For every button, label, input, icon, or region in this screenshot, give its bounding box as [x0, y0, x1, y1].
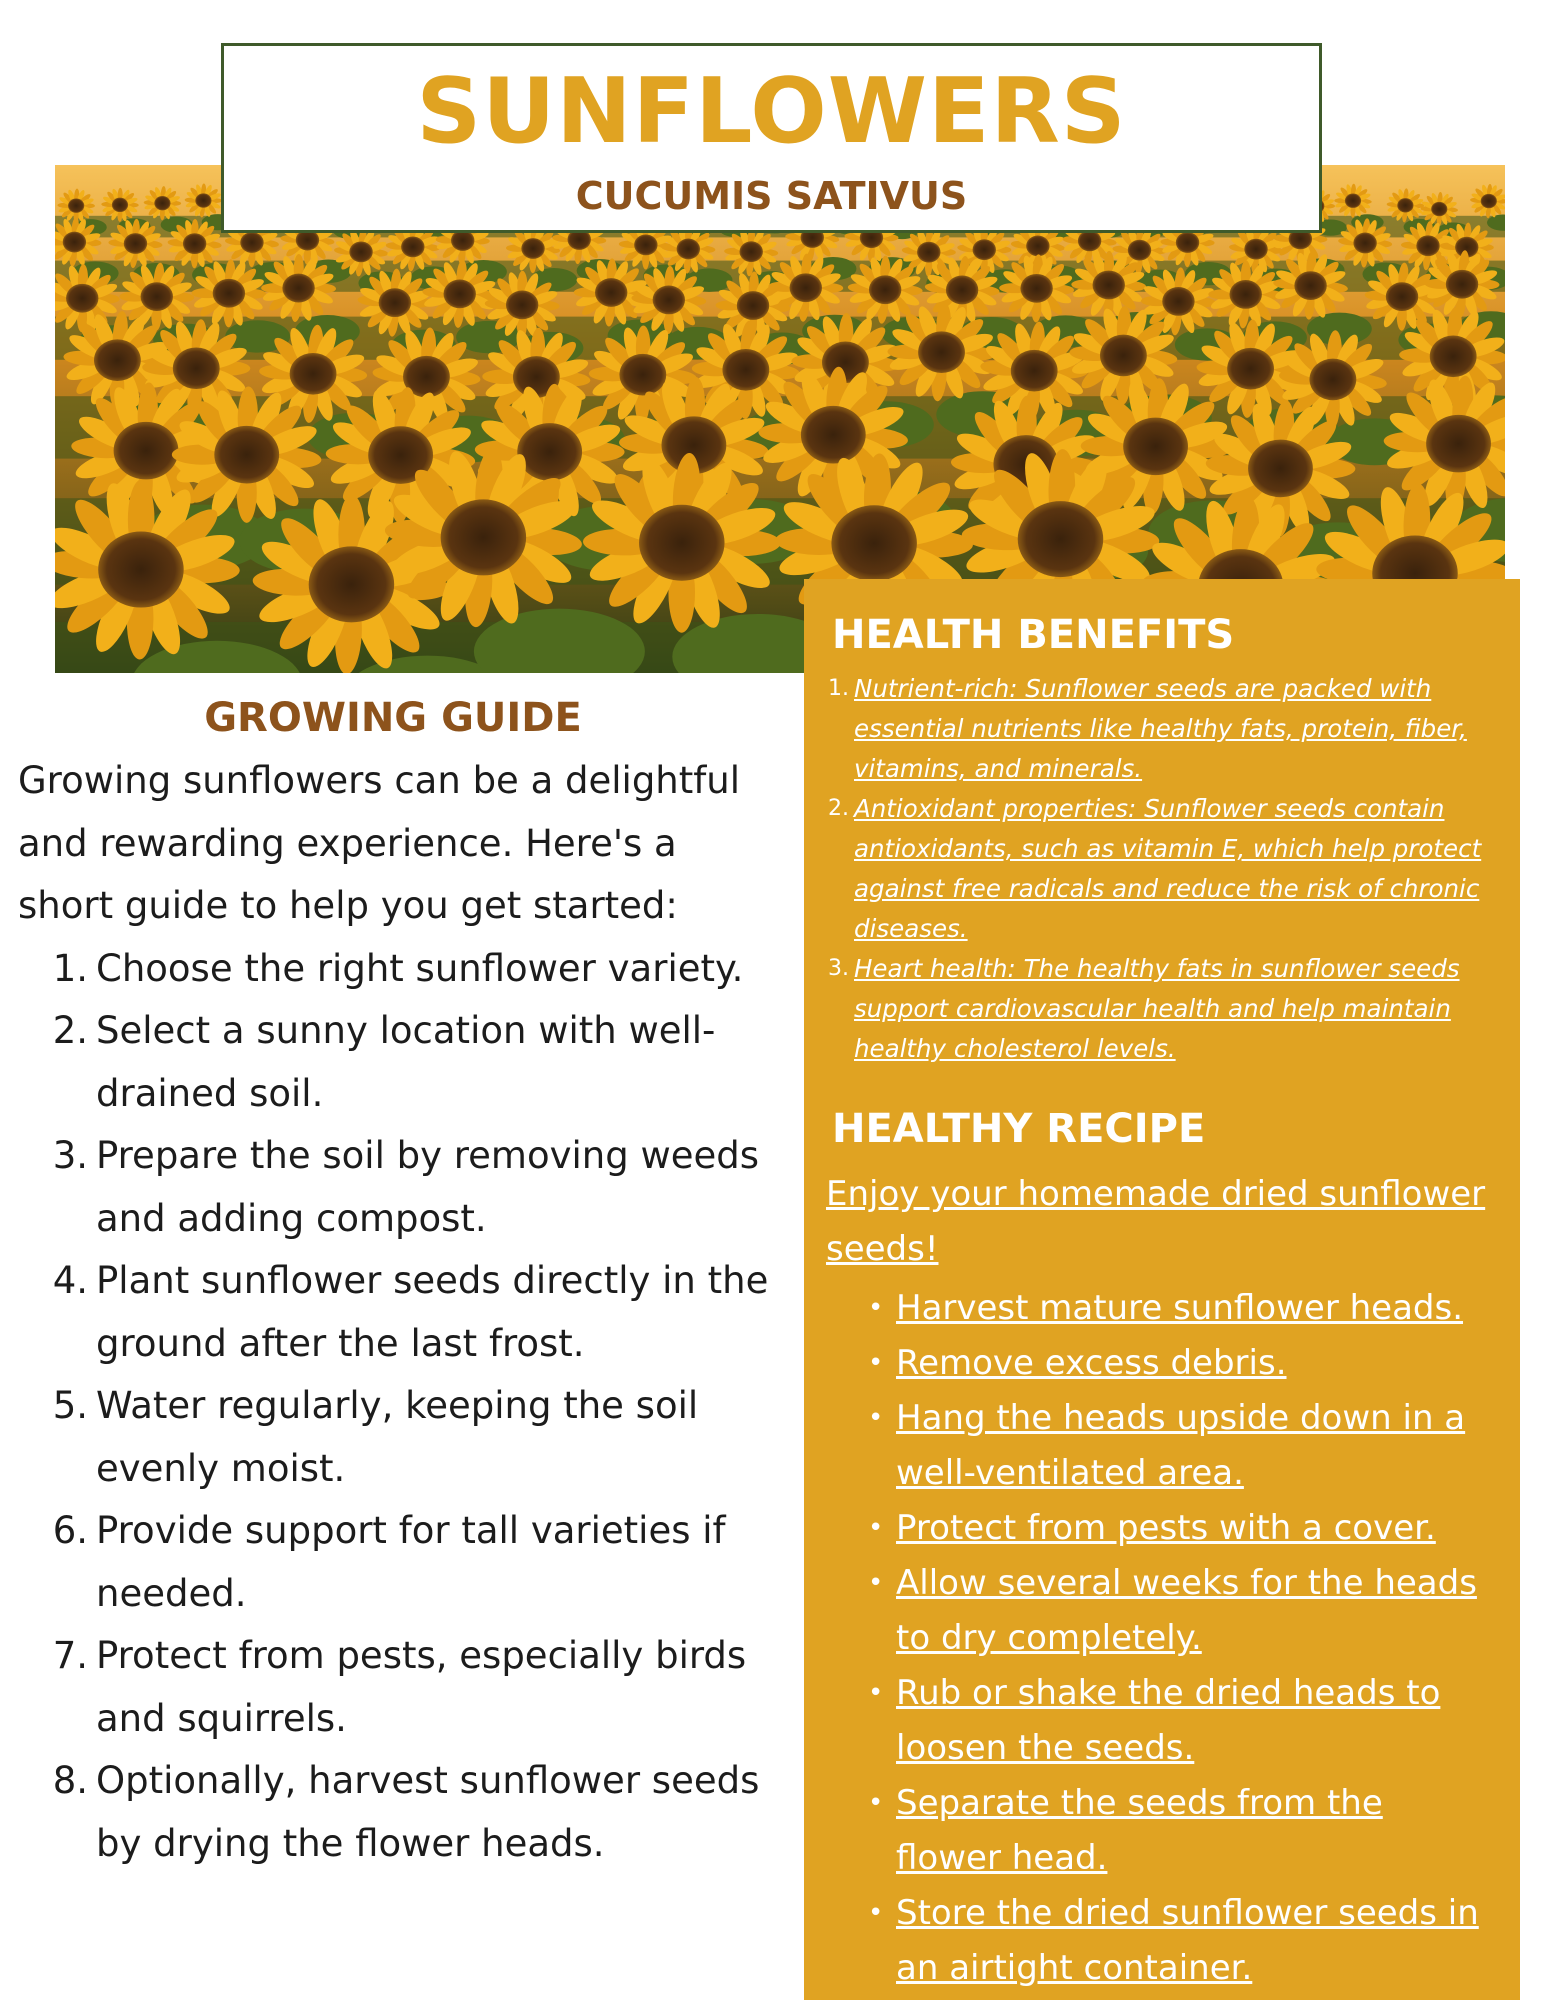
health-benefits-list — [828, 669, 1492, 1069]
guide-step-number: 4. — [52, 1259, 88, 1302]
guide-step-text: Water regularly, keeping the soil evenly moist. — [96, 1384, 699, 1490]
recipe-step[interactable] — [832, 1776, 1492, 1886]
benefit-item[interactable] — [828, 669, 1492, 789]
bullet-icon: • — [868, 1403, 884, 1433]
info-panel — [804, 579, 1520, 2000]
guide-step-text: Plant sunflower seeds directly in the ground after the last frost. — [96, 1259, 769, 1365]
benefit-item[interactable] — [828, 949, 1492, 1069]
recipe-step[interactable] — [832, 1501, 1492, 1556]
growing-guide-section — [18, 690, 783, 1875]
guide-step-text: Optionally, harvest sunflower seeds by drying the flower heads. — [96, 1759, 760, 1865]
guide-step-number: 7. — [52, 1634, 88, 1677]
recipe-step-link[interactable]: Harvest mature sunflower heads. — [896, 1288, 1464, 1328]
recipe-step-link[interactable]: Remove excess debris. — [896, 1343, 1287, 1383]
benefit-link[interactable]: Antioxidant properties: Sunflower seeds contain antioxidants, such as vitamin E, which help protect against free radicals and reduce the risk of chronic diseases. — [854, 794, 1482, 943]
recipe-step-link[interactable]: Protect from pests with a cover. — [896, 1508, 1436, 1548]
benefit-number: 3. — [828, 956, 849, 981]
recipe-step[interactable] — [832, 1336, 1492, 1391]
bullet-icon: • — [868, 1348, 884, 1378]
recipe-intro-link[interactable]: Enjoy your homemade dried sunflower seeds! — [826, 1174, 1486, 1269]
guide-step — [18, 1625, 783, 1750]
guide-step — [18, 1000, 783, 1125]
bullet-icon: • — [868, 1293, 884, 1323]
guide-step-text: Protect from pests, especially birds and squirrels. — [96, 1634, 747, 1740]
guide-step-text: Select a sunny location with well-drained soil. — [96, 1009, 716, 1115]
growing-guide-steps — [18, 938, 783, 1876]
guide-step-text: Provide support for tall varieties if needed. — [96, 1509, 726, 1615]
benefit-link[interactable]: Heart health: The healthy fats in sunflower seeds support cardiovascular health and help maintain healthy cholesterol levels. — [854, 954, 1460, 1063]
bullet-icon: • — [868, 1678, 884, 1708]
page-title: SUNFLOWERS — [416, 59, 1127, 164]
guide-step-number: 6. — [52, 1509, 88, 1552]
bullet-icon: • — [868, 1568, 884, 1598]
recipe-step-link[interactable]: Store the dried sunflower seeds in an airtight container. — [896, 1893, 1479, 1988]
recipe-step[interactable] — [832, 1556, 1492, 1666]
guide-step-number: 3. — [52, 1134, 88, 1177]
title-box — [221, 43, 1322, 233]
guide-step — [18, 1375, 783, 1500]
guide-step-number: 2. — [52, 1009, 88, 1052]
recipe-steps — [832, 1281, 1492, 1996]
guide-step — [18, 1250, 783, 1375]
recipe-step[interactable] — [832, 1391, 1492, 1501]
benefit-link[interactable]: Nutrient-rich: Sunflower seeds are packed with essential nutrients like healthy fats, protein, fiber, vitamins, and minerals. — [854, 674, 1467, 783]
bullet-icon: • — [868, 1513, 884, 1543]
page-subtitle: CUCUMIS SATIVUS — [575, 174, 968, 218]
recipe-step-link[interactable]: Allow several weeks for the heads to dry completely. — [896, 1563, 1477, 1658]
recipe-step-link[interactable]: Rub or shake the dried heads to loosen the seeds. — [896, 1673, 1441, 1768]
guide-step-number: 5. — [52, 1384, 88, 1427]
recipe-step[interactable] — [832, 1666, 1492, 1776]
health-benefits-heading: HEALTH BENEFITS — [832, 612, 1235, 658]
guide-step — [18, 1500, 783, 1625]
recipe-step-link[interactable]: Hang the heads upside down in a well-ventilated area. — [896, 1398, 1466, 1493]
guide-step-number: 1. — [52, 946, 88, 990]
guide-step — [18, 1125, 783, 1250]
benefit-item[interactable] — [828, 789, 1492, 949]
guide-step — [18, 938, 783, 1001]
recipe-step-link[interactable]: Separate the seeds from the flower head. — [896, 1783, 1383, 1878]
growing-guide-heading: GROWING GUIDE — [204, 695, 582, 741]
guide-step-number: 8. — [52, 1759, 88, 1802]
bullet-icon: • — [868, 1898, 884, 1928]
bullet-icon: • — [868, 1788, 884, 1818]
guide-step-text: Choose the right sunflower variety. — [96, 946, 744, 990]
benefit-number: 2. — [828, 796, 849, 821]
guide-step — [18, 1750, 783, 1875]
recipe-step[interactable] — [832, 1281, 1492, 1336]
recipe-step[interactable] — [832, 1886, 1492, 1996]
healthy-recipe-heading: HEALTHY RECIPE — [832, 1106, 1206, 1152]
benefit-number: 1. — [828, 676, 849, 701]
growing-guide-intro: Growing sunflowers can be a delightful and rewarding experience. Here's a short guide to help you get started: — [18, 759, 741, 927]
guide-step-text: Prepare the soil by removing weeds and adding compost. — [96, 1134, 760, 1240]
